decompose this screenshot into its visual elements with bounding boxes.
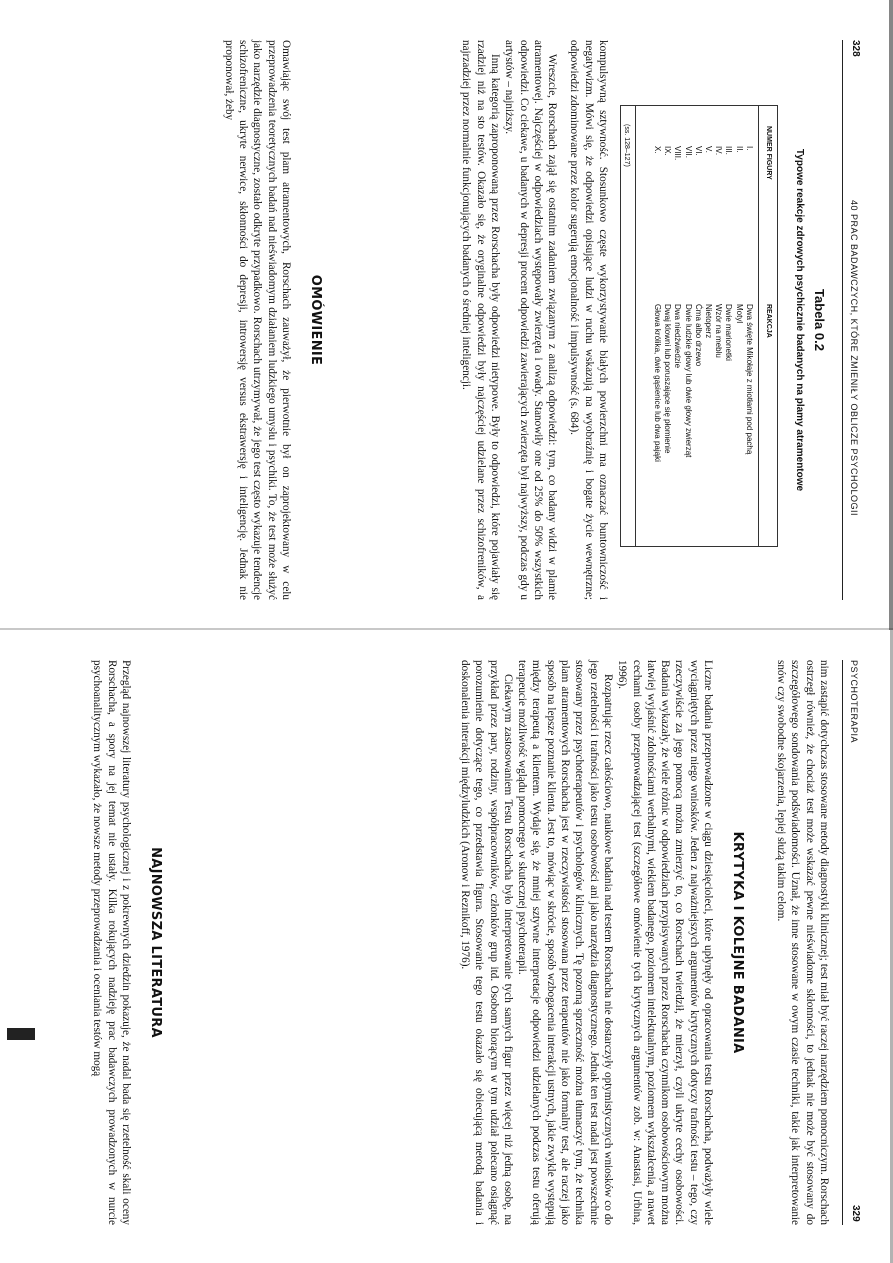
paragraph: Omawiając swój test plam atramentowych, Rorschach zauważył, że pierwotnie był on zaprojektowany w celu przeprowadzenia teoretycznych badań nad nieświadomym działaniem ludzkiego umysłu i psychiki. To, że test może służyć jako narzędzie diagnostyczne, zostało odkryte przypadkowo. Rorschach utrzymywał, że jego test często wykazuje tendencje schizofreniczne, ukryte nerwice, skłonności do depresji, introwersję versus ekstrawersję i inteligencję. Jednak nie proponował, żeby [222,40,292,600]
reactions-table [620,105,778,547]
table-row [723,106,733,546]
paragraph: Rozpatrując rzecz całościowo, naukowe badania nad testem Rorschacha nie dostarczyły optymistycznych wniosków co do jego rzetelności i trafności jako testu osobowości ani jako narzędzia diagnostycznego. Jednak ten test nadal jest powszechnie stosowany przez psychoterapeutów i psychologów klinicznych. Tę pozorną sprzeczność można tłumaczyć tym, że technika plam atramentowych Rorschacha jest w rzeczywistości stosowana przez terapeutów nie jako formalny test, ale raczej jako sposób na lepsze poznanie klienta. Jest to, mówiąc w skrócie, sposób wzbogacenia interakcji ustnych, jakie zwykle występują między terapeutą a klientem. Wydaje się, że mniej sztywne interpretacje odpowiedzi udzielanych podczas testu oferują terapeucie możliwość wglądu pomocnego w skutecznej psychoterapii. [516,660,614,1225]
reaction-cell: Motyl [734,304,744,324]
reaction-cell: Głowa królika, dwie gąsienice lub dwa pająki [652,304,662,462]
reaction-cell: Dwaj klowni lub poruszające się płomienie [663,304,673,454]
scan-edge-shadow [889,0,893,630]
figure-number: X. [652,146,662,154]
figure-number: V. [703,146,713,153]
figure-number: II. [734,146,744,153]
paragraph: Inną kategorią zaproponowaną przez Rorschacha były odpowiedzi nietypowe. Były to odpowiedzi, które pojawiały się rzadziej niż na sto testów. Okazało się, że oryginalne odpowiedzi były najczęściej udzielane przez schizofreników, a najrzadziej przez normalnie funkcjonujących badanych o średniej inteligencji. [460,40,501,600]
paragraph: Ciekawym zastosowaniem Testu Rorschacha było interpretowanie tych samych figur przez więcej niż jedną osobę, na przykład przez pary, rodziny, współpracowników, członków grup itd. Osobom biorącym w tym udział polecano osiągnąć porozumienie dotyczące tego, co przedstawia figura. Stosowanie tego testu okazało się obiecującą metodą badania i doskonalenia interakcji międzyludzkich (Aronow i Reznikoff, 1976). [458,660,514,1225]
table-body [652,106,759,546]
table-row [682,106,692,546]
page-right [0,630,893,1263]
reaction-cell: Dwie ludzkie głowy lub dwie głowy zwierząt [683,304,693,458]
table-source: (ss. 128–127) [623,124,630,167]
scan-marker [7,1028,35,1040]
paragraph: kompulsywną sztywność. Stosunkowo częste wykorzystywanie białych powierzchni ma oznaczać buntowniczość i negatywizm. Mówi się, że odpowiedzi opisujące ludzi w ruchu wskazują na wyobraźnię i bogate życie wewnętrzne; odpowiedzi zdominowane przez kolor sugerują emocjonalność i impulsywność (s. 684). [568,40,609,600]
table-row [652,106,662,546]
figure-number: VII. [683,146,693,159]
table-header-reaction: REAKCJA [758,300,777,546]
table-row [733,106,743,546]
header-rule [842,660,843,1225]
reaction-cell: Ćma albo drzewo [693,304,703,367]
table-row [693,106,703,546]
header-rule [842,40,843,600]
running-head: 40 PRAC BADAWCZYCH, KTÓRE ZMIENIŁY OBLICZE PSYCHOLOGII [849,200,859,517]
figure-number: IX. [663,146,673,156]
book-gutter [0,628,893,630]
section-heading: NAJNOWSZA LITERATURA [148,847,163,1038]
reaction-cell: Dwie marionetki [724,304,734,361]
page-number: 329 [850,1205,861,1222]
page-number: 328 [850,40,861,57]
table-row [744,106,759,546]
right-text-block-2 [458,660,715,1225]
reaction-cell: Dwa niedźwiedzie [673,304,683,369]
figure-number: VI. [693,146,703,156]
reaction-cell: Wzór na meblu [714,304,724,358]
page-left [0,0,893,630]
table-title: Typowe reakcje zdrowych psychicznie badanych na plamy atramentowe [794,148,805,492]
paragraph: Liczne badania przeprowadzone w ciągu dziesięcioleci, które upłynęły od opracowania testu Rorschacha, podważyły wiele wyciągniętych przez niego wniosków. Jeden z najważniejszych argumentów krytycznych dotyczy trafności testu – tego, czy rzeczywiście za jego pomocą można zmierzyć to, co Rorschach twierdził, że mierzył, czyli ukryte cechy osobowości. Badania wykazały, że wiele różnic w odpowiedziach przypisywanych przez Rorschacha czynnikom osobowościowym można łatwiej wyjaśnić zdolnościami werbalnymi, wiekiem badanego, poziomem intelektualnym, poziomem wykształcenia, a nawet cechami osoby przeprowadzającej test (szczegółowe omówienie tych krytycznych argumentów zob. w: Anastasi, Urbina, 1996). [616,660,714,1225]
table-row [703,106,713,546]
paragraph: nim zastąpić dotychczas stosowane metody diagnostyki klinicznej; test miał być raczej narzędziem pomocniczym. Rorschach ostrzegł również, że chociaż test może wskazać pewne nieświadome skłonności, to jednak nie może być stosowany do szczegółowego sondowania podświadomości. Uznał, że inne stosowane w owym czasie techniki, takie jak interpretowanie snów czy swobodne skojarzenia, lepiej służą takim celom. [775,660,830,1225]
table-caption: Tabela 0.2 [812,289,827,351]
section-heading: KRYTYKA I KOLEJNE BADANIA [730,831,745,1054]
reaction-cell: Nietoperz [703,304,713,339]
table-header-number: NUMER FIGURY [758,106,777,300]
right-text-block-3 [90,660,133,1225]
table-row [713,106,723,546]
table-grid [652,106,777,546]
figure-number: IV. [714,146,724,156]
paragraph: Wreszcie, Rorschach zajął się ostatnim zadaniem związanym z analizą odpowiedzi: tym, co badany widzi w plamie atramentowej. Najczęściej w odpowiedziach występowały zwierzęta i owady. Stanowiły one od 25% do 50% wszystkich odpowiedzi. Co ciekawe, u badanych w depresji procent odpowiedzi zawierających zwierzęta był najwyższy, podczas gdy u artystów – najniższy. [503,40,559,600]
table-row [672,106,682,546]
running-head: PSYCHOTERAPIA [849,660,859,744]
table-header-row [758,106,777,546]
paragraph: Przegląd najnowszej literatury psychologicznej i z pokrewnych dziedzin pokazuje, że nadal bada się rzetelność skali oceny Rorschacha, a spory na jej temat nie ustały. Kilka rokujących nadzieję prac badawczych prowadzonych w nurcie psychoanalitycznym wykazało, że nowsze metody przeprowadzania i oceniania testów mogą [91,660,132,1225]
figure-number: I. [744,146,754,151]
figure-number: VIII. [673,146,683,161]
table-row [662,106,672,546]
right-text-block-1 [774,660,831,1225]
left-text-block-1 [459,40,610,600]
section-heading: OMÓWIENIE [308,274,323,366]
reaction-cell: Dwa święte Mikołaje z miotłami pod pachą [744,304,754,455]
left-text-block-2 [222,40,293,600]
figure-number: III. [724,146,734,155]
table-footer-rule [635,106,636,546]
